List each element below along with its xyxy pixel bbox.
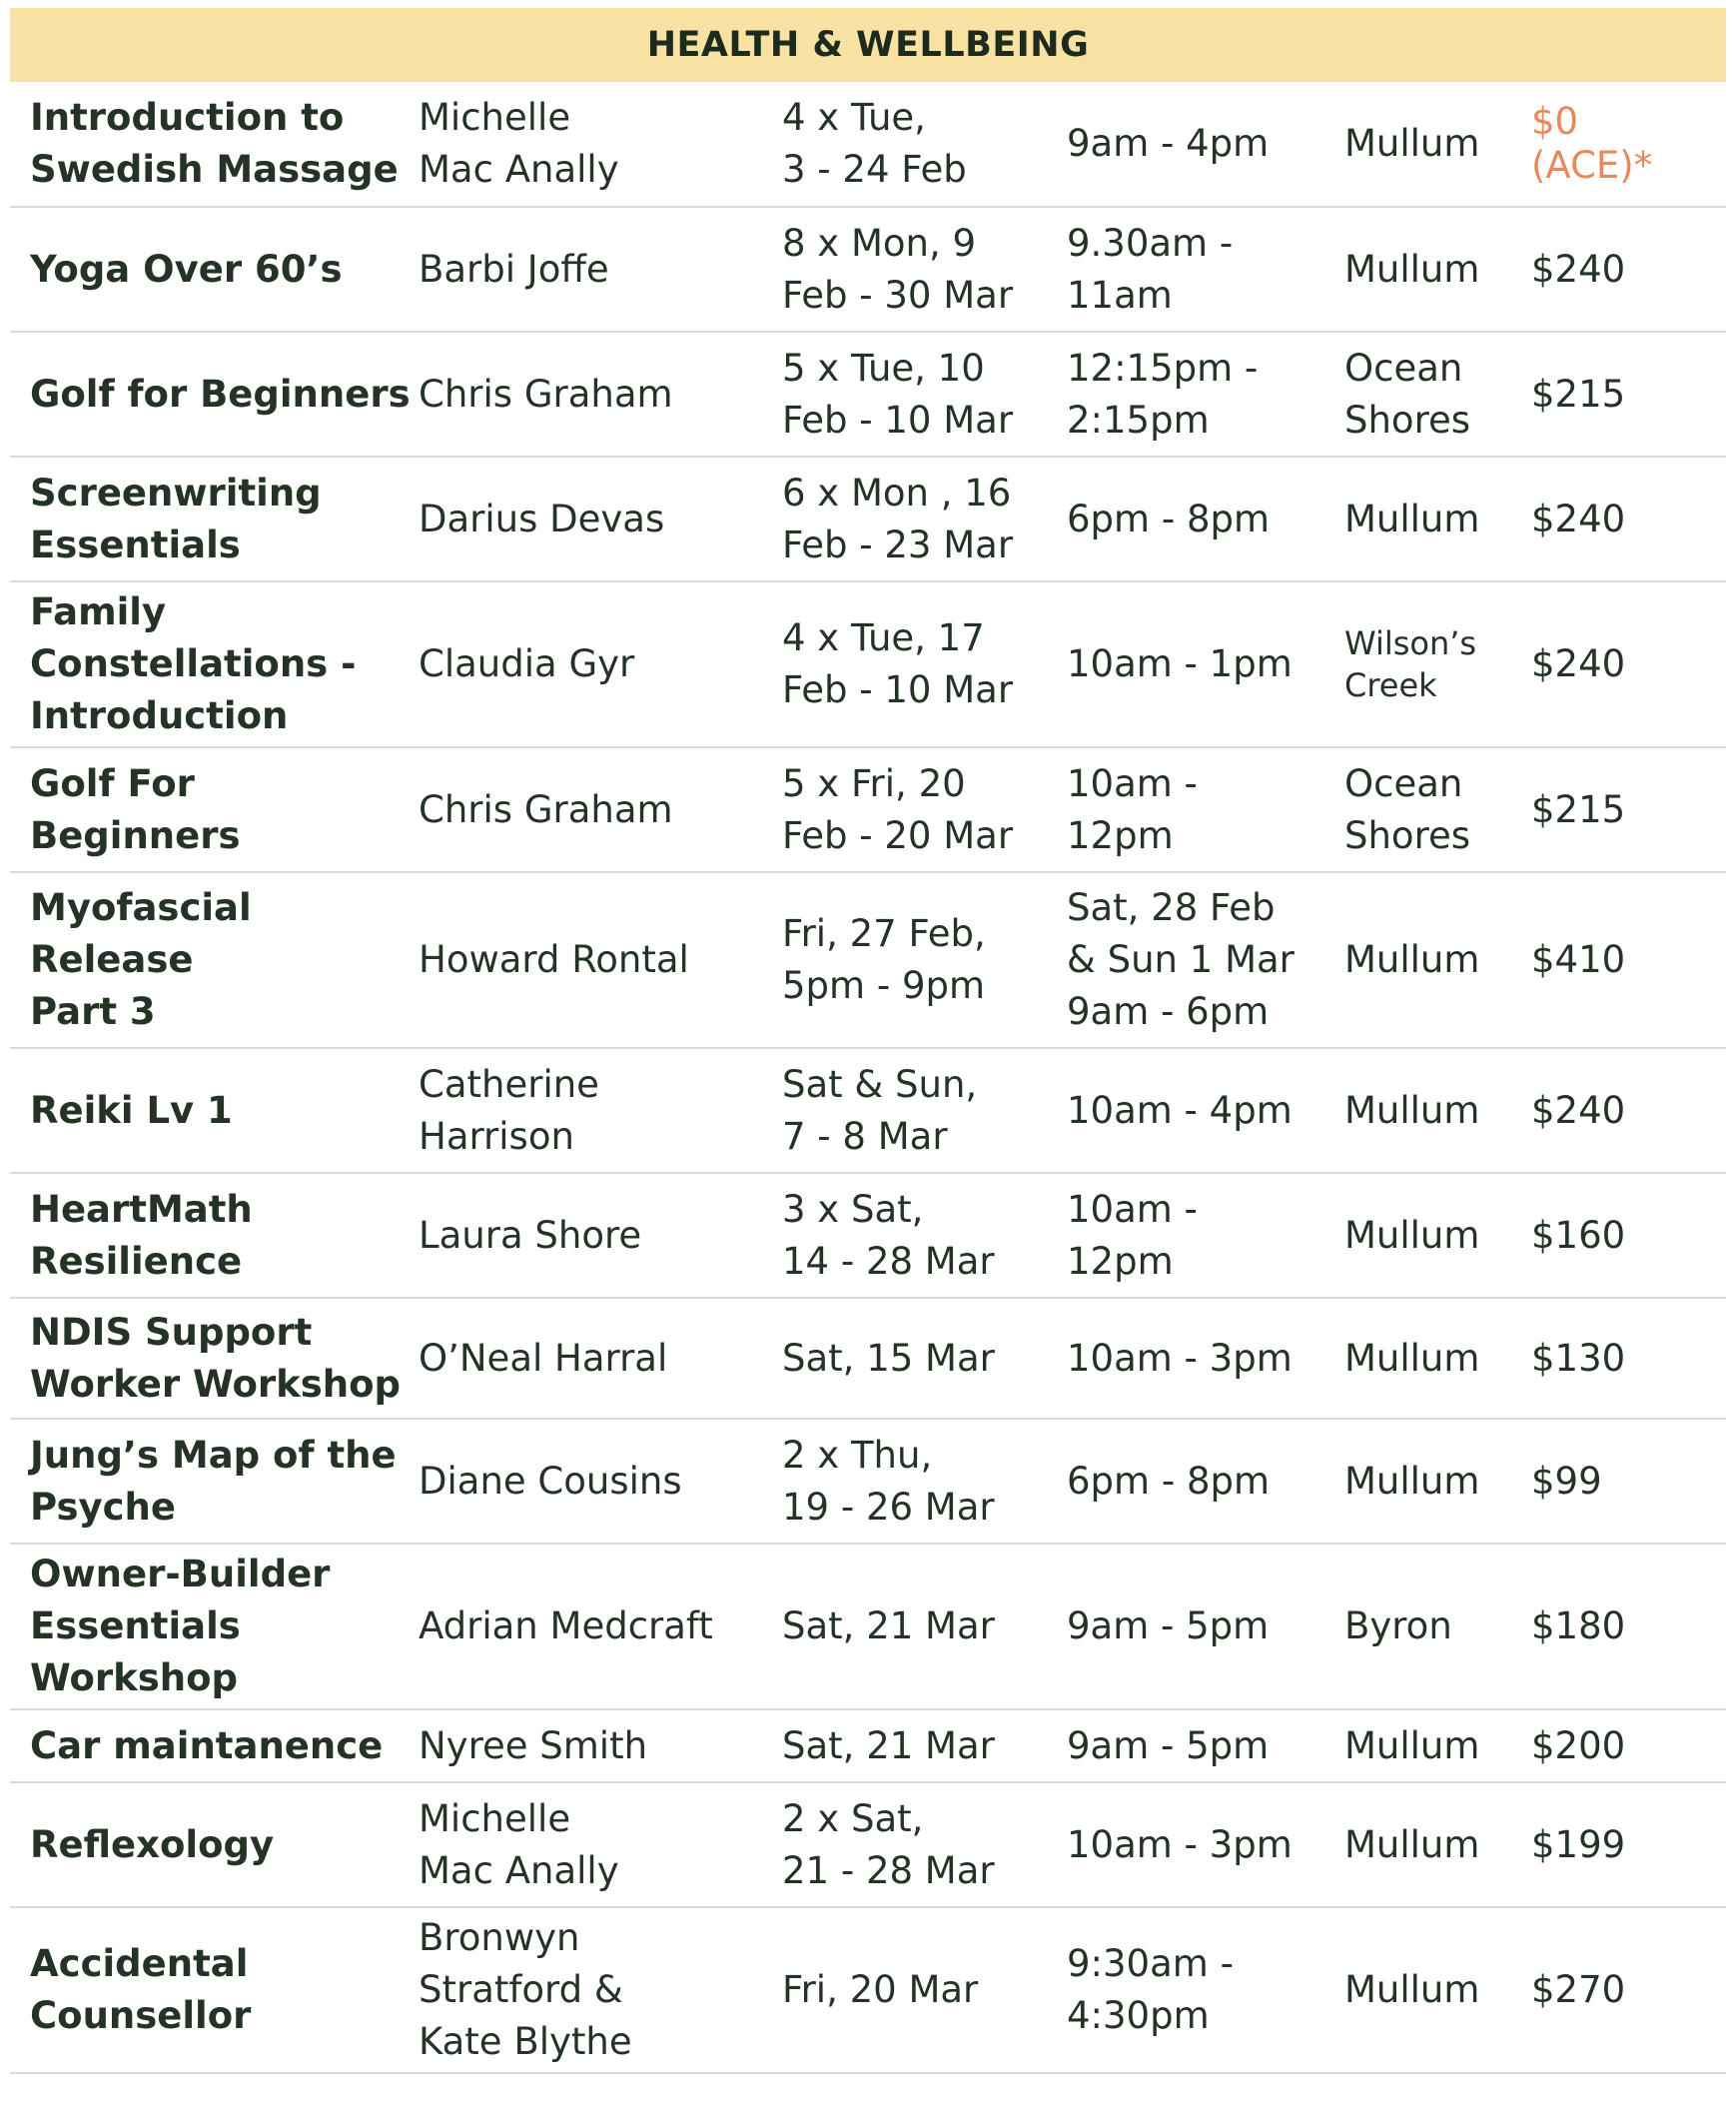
course-time: 10am - 3pm <box>1067 1822 1293 1866</box>
course-dates: Sat, 15 Mar <box>782 1336 995 1380</box>
course-time: Sat, 28 Feb & Sun 1 Mar 9am - 6pm <box>1067 886 1295 1033</box>
course-tutor: Michelle Mac Anally <box>419 96 619 191</box>
table-row <box>10 1544 1726 1709</box>
table-row <box>10 332 1726 457</box>
course-tutor: Catherine Harrison <box>419 1062 599 1158</box>
course-tutor: Darius Devas <box>419 497 665 540</box>
course-dates: 5 x Tue, 10 Feb - 10 Mar <box>782 346 1014 442</box>
course-location: Byron <box>1344 1604 1452 1647</box>
course-table-body <box>10 82 1726 2073</box>
table-row <box>10 747 1726 872</box>
course-time: 9:30am - 4:30pm <box>1067 1942 1234 2037</box>
table-row <box>10 581 1726 747</box>
course-dates: Sat, 21 Mar <box>782 1604 995 1647</box>
course-price: $199 <box>1531 1822 1626 1866</box>
course-dates: Fri, 20 Mar <box>782 1968 979 2011</box>
course-price: $180 <box>1531 1604 1626 1647</box>
course-location: Wilson’s Creek <box>1344 624 1477 704</box>
course-tutor: Michelle Mac Anally <box>419 1796 619 1892</box>
course-location: Mullum <box>1344 122 1480 165</box>
course-title: Introduction to Swedish Massage <box>30 96 399 191</box>
course-tutor: Chris Graham <box>419 372 673 416</box>
course-price: $270 <box>1531 1968 1626 2011</box>
course-title: Accidental Counsellor <box>30 1942 252 2037</box>
course-time: 10am - 12pm <box>1067 761 1198 857</box>
course-dates: 6 x Mon , 16 Feb - 23 Mar <box>782 471 1014 566</box>
course-price: $410 <box>1531 938 1626 981</box>
course-title: HeartMath Resilience <box>30 1187 253 1283</box>
course-dates: 5 x Fri, 20 Feb - 20 Mar <box>782 761 1014 857</box>
course-price: $240 <box>1531 247 1626 291</box>
course-price: $215 <box>1531 787 1626 831</box>
course-tutor: Nyree Smith <box>419 1723 648 1767</box>
course-location: Mullum <box>1344 1336 1480 1380</box>
course-price: $240 <box>1531 1088 1626 1132</box>
table-row <box>10 1782 1726 1907</box>
course-location: Mullum <box>1344 1723 1480 1767</box>
course-title: Golf For Beginners <box>30 761 241 857</box>
course-price: $240 <box>1531 642 1626 685</box>
course-tutor: Laura Shore <box>419 1213 642 1257</box>
course-location: Mullum <box>1344 1213 1480 1257</box>
course-title: Family Constellations - Introduction <box>30 590 357 737</box>
course-time: 9am - 5pm <box>1067 1604 1270 1647</box>
course-location: Mullum <box>1344 938 1480 981</box>
course-tutor: Barbi Joffe <box>419 247 609 291</box>
course-time: 9am - 5pm <box>1067 1723 1270 1767</box>
course-title: Car maintanence <box>30 1723 384 1767</box>
table-row <box>10 872 1726 1048</box>
table-row <box>10 457 1726 581</box>
table-row <box>10 1048 1726 1173</box>
course-dates: Sat & Sun, 7 - 8 Mar <box>782 1062 978 1158</box>
course-tutor: Claudia Gyr <box>419 642 635 685</box>
course-time: 6pm - 8pm <box>1067 1459 1271 1503</box>
course-title: Screenwriting Essentials <box>30 471 322 566</box>
course-time: 10am - 1pm <box>1067 642 1293 685</box>
course-dates: 4 x Tue, 17 Feb - 10 Mar <box>782 616 1014 711</box>
course-dates: Fri, 27 Feb, 5pm - 9pm <box>782 912 986 1007</box>
course-tutor: Bronwyn Stratford & Kate Blythe <box>419 1916 632 2063</box>
course-price: $99 <box>1531 1459 1602 1503</box>
course-tutor: O’Neal Harral <box>419 1336 668 1380</box>
course-time: 10am - 4pm <box>1067 1088 1293 1132</box>
course-dates: Sat, 21 Mar <box>782 1723 995 1767</box>
course-time: 10am - 12pm <box>1067 1187 1198 1283</box>
course-location: Mullum <box>1344 497 1480 540</box>
course-table-section <box>10 8 1726 2074</box>
course-title: NDIS Support Worker Workshop <box>30 1310 402 1406</box>
course-dates: 3 x Sat, 14 - 28 Mar <box>782 1187 995 1283</box>
course-title: Myofascial Release Part 3 <box>30 886 252 1033</box>
course-table <box>10 82 1726 2074</box>
course-title: Reflexology <box>30 1822 275 1866</box>
course-location: Ocean Shores <box>1344 761 1471 857</box>
table-row <box>10 1709 1726 1782</box>
course-price: $240 <box>1531 497 1626 540</box>
course-price: $200 <box>1531 1723 1626 1767</box>
course-price: $160 <box>1531 1213 1626 1257</box>
course-tutor: Howard Rontal <box>419 938 689 981</box>
course-price: $130 <box>1531 1336 1626 1380</box>
course-tutor: Adrian Medcraft <box>419 1604 713 1647</box>
course-location: Mullum <box>1344 1968 1480 2011</box>
table-row <box>10 82 1726 207</box>
section-title: HEALTH & WELLBEING <box>646 25 1090 65</box>
course-title: Owner-Builder Essentials Workshop <box>30 1553 331 1699</box>
course-tutor: Chris Graham <box>419 787 673 831</box>
course-title: Reiki Lv 1 <box>30 1088 233 1132</box>
course-time: 12:15pm - 2:15pm <box>1067 346 1259 442</box>
course-dates: 4 x Tue, 3 - 24 Feb <box>782 96 967 191</box>
course-time: 9.30am - 11am <box>1067 221 1234 317</box>
course-dates: 2 x Sat, 21 - 28 Mar <box>782 1796 995 1892</box>
table-row <box>10 1907 1726 2073</box>
course-dates: 2 x Thu, 19 - 26 Mar <box>782 1433 995 1529</box>
table-row <box>10 1419 1726 1544</box>
course-location: Mullum <box>1344 247 1480 291</box>
course-price: $215 <box>1531 372 1626 416</box>
course-dates: 8 x Mon, 9 Feb - 30 Mar <box>782 221 1014 317</box>
table-row <box>10 1298 1726 1419</box>
table-row <box>10 1173 1726 1298</box>
course-price: $0 (ACE)* <box>1531 100 1653 187</box>
course-time: 10am - 3pm <box>1067 1336 1293 1380</box>
table-row <box>10 207 1726 332</box>
course-title: Jung’s Map of the Psyche <box>30 1433 397 1529</box>
course-location: Ocean Shores <box>1344 346 1471 442</box>
course-location: Mullum <box>1344 1822 1480 1866</box>
course-location: Mullum <box>1344 1088 1480 1132</box>
course-location: Mullum <box>1344 1459 1480 1503</box>
course-title: Yoga Over 60’s <box>30 247 343 291</box>
section-header <box>10 8 1726 82</box>
course-title: Golf for Beginners <box>30 372 411 416</box>
course-time: 9am - 4pm <box>1067 122 1270 165</box>
course-tutor: Diane Cousins <box>419 1459 682 1503</box>
course-time: 6pm - 8pm <box>1067 497 1271 540</box>
